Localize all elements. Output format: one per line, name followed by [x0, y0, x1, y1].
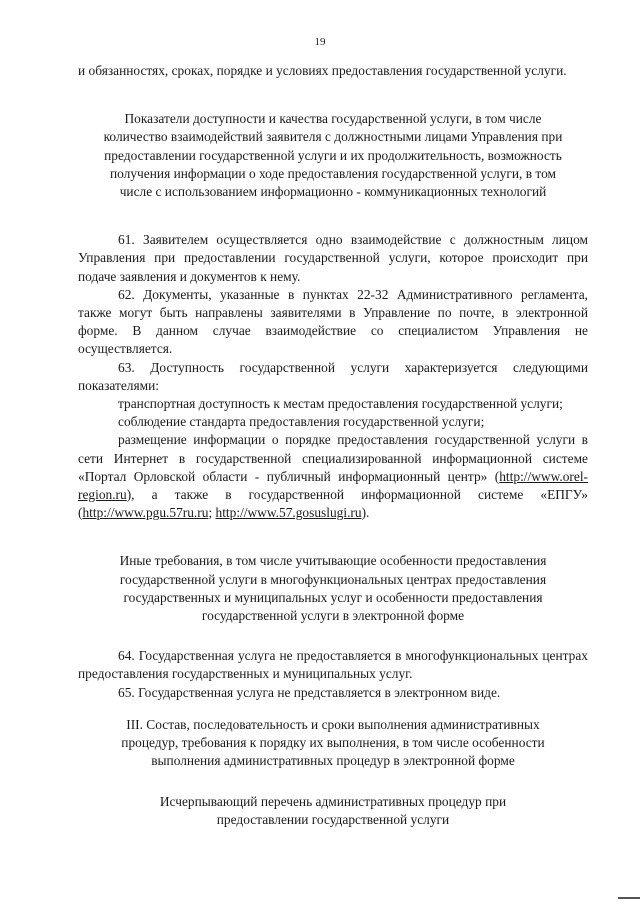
- paragraph-63-standard: соблюдение стандарта предоставления государственной услуги;: [118, 414, 485, 430]
- paragraph-63-internet-mid: ), а также в государственной информационной системе «ЕПГУ» (: [78, 487, 588, 521]
- link-pgu[interactable]: http://www.pgu.57ru.ru: [82, 505, 209, 521]
- paragraph-63: 63. Доступность государственной услуги характеризуется следующими показателями:: [78, 359, 588, 393]
- scan-edge-mark: [618, 897, 640, 899]
- section-heading-other-requirements: Иные требования, в том числе учитывающие особенности предоставления государственной услуги в многофункциональных центрах предоставления государственных и муниципальных услуг и особенности предоставления государственной услуги в электронной форме: [119, 553, 547, 624]
- paragraph-63-internet-end: ).: [361, 505, 370, 521]
- section-heading-iii: III. Состав, последовательность и сроки выполнения административных процедур, требования к порядку их выполнения, в том числе особенности выполнения административных процедур в электронной форме: [121, 716, 545, 769]
- paragraph-61: 61. Заявителем осуществляется одно взаимодействие с должностным лицом Управления при предоставлении государственной услуги, которое происходит при подаче заявления и документов к нему.: [78, 232, 588, 284]
- paragraph-intro: и обязанностях, сроках, порядке и условиях предоставления государственной услуги.: [78, 63, 567, 78]
- paragraph-63-internet-text: размещение информации о порядке предоставления государственной услуги в сети Интернет в государственной специализированной информационной системе «Портал Орловской области - публичный информационный центр» (: [78, 432, 588, 484]
- link-orel-region[interactable]: http://www.orel-region.ru: [78, 468, 588, 503]
- section-heading-procedures-list: Исчерпывающий перечень административных процедур при предоставлении государственной услуги: [159, 793, 507, 827]
- paragraph-63-transport: транспортная доступность к местам предоставления государственной услуги;: [118, 396, 563, 412]
- paragraph-62: 62. Документы, указанные в пунктах 22-32 Административного регламента, также могут быть направлены заявителями в Управление по почте, в электронной форме. В данном случае взаимодействие со специалистом Управления не осуществляется.: [78, 286, 588, 357]
- page-content: [78, 62, 588, 829]
- page-number: 19: [314, 36, 326, 48]
- link-separator: ;: [208, 505, 216, 521]
- paragraph-64: 64. Государственная услуга не предоставляется в многофункциональных центрах предоставления государственных и муниципальных услуг.: [78, 648, 588, 682]
- link-gosuslugi[interactable]: http://www.57.gosuslugi.ru: [215, 505, 362, 521]
- section-heading-accessibility: Показатели доступности и качества государственной услуги, в том числе количество взаимодействий заявителя с должностными лицами Управления при предоставлении государственной услуги и их продолжительность, возможность получения информации о ходе предоставления государственной услуги, в том числе с использованием информационно - коммуникационных технологий: [103, 111, 563, 200]
- paragraph-63-internet: [78, 431, 588, 522]
- paragraph-65: 65. Государственная услуга не представляется в электронном виде.: [118, 684, 501, 700]
